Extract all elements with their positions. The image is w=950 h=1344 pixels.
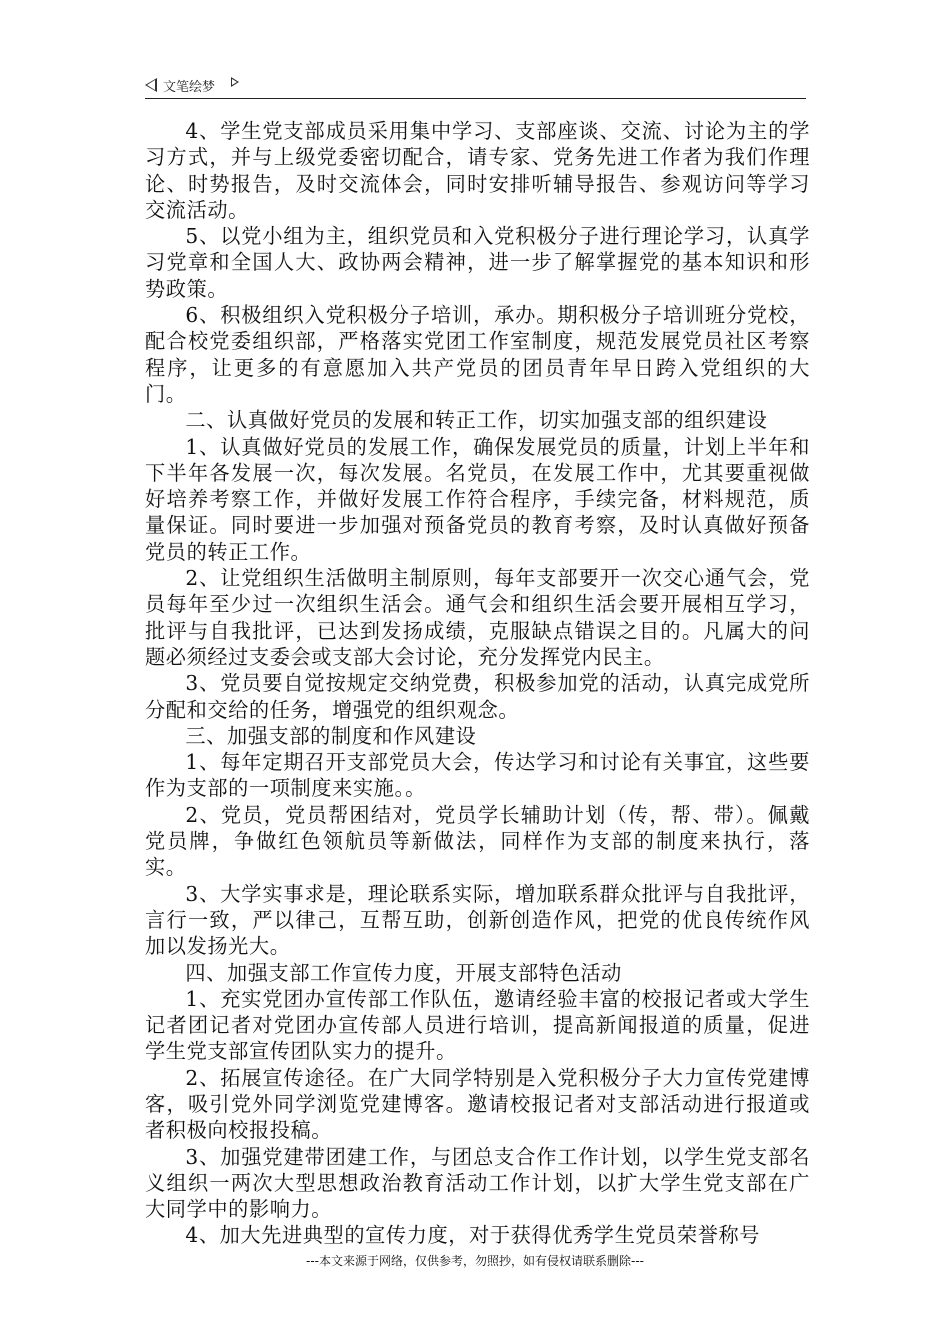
paragraph: 1、充实党团办宣传部工作队伍，邀请经验丰富的校报记者或大学生记者团记者对党团办宣传部人员进行培训，提高新闻报道的质量，促进学生党支部宣传团队实力的提升。 — [145, 986, 810, 1064]
paragraph: 1、每年定期召开支部党员大会，传达学习和讨论有关事宜，这些要作为支部的一项制度来实施。。 — [145, 750, 810, 801]
brand-name: 文笔绘梦 — [163, 80, 216, 95]
paragraph: 3、加强党建带团建工作，与团总支合作工作计划，以学生党支部名义组织一两次大型思想政治教育活动工作计划，以扩大学生党支部在广大同学中的影响力。 — [145, 1144, 810, 1222]
paragraph: 4、加大先进典型的宣传力度，对于获得优秀学生党员荣誉称号 — [185, 1223, 761, 1248]
paragraph: 2、让党组织生活做明主制原则，每年支部要开一次交心通气会，党员每年至少过一次组织生活会。通气会和组织生活会要开展相互学习，批评与自我批评，已达到发扬成绩，克服缺点错误之目的。凡属大的问题必须经过支委会或支部大会讨论，充分发挥党内民主。 — [145, 566, 810, 669]
section-heading: 四、加强支部工作宣传力度，开展支部特色活动 — [185, 960, 622, 985]
page-footer-disclaimer: ---本文来源于网络，仅供参考，勿照抄，如有侵权请联系删除--- — [306, 1254, 644, 1268]
triangle-left-icon — [145, 78, 157, 92]
paragraph: 2、党员，党员帮困结对，党员学长辅助计划（传，帮、带）。佩戴党员牌，争做红色领航员等新做法，同样作为支部的制度来执行，落实。 — [145, 802, 810, 880]
paragraph: 3、大学实事求是，理论联系实际，增加联系群众批评与自我批评，言行一致，严以律己，互帮互助，创新创造作风，把党的优良传统作风加以发扬光大。 — [145, 881, 810, 959]
paragraph: 2、拓展宣传途径。在广大同学特别是入党积极分子大力宣传党建博客，吸引党外同学浏览党建博客。邀请校报记者对支部活动进行报道或者积极向校报投稿。 — [145, 1065, 810, 1143]
paragraph: 4、学生党支部成员采用集中学习、支部座谈、交流、讨论为主的学习方式，并与上级党委密切配合，请专家、党务先进工作者为我们作理论、时势报告，及时交流体会，同时安排听辅导报告、参观访问等学习交流活动。 — [145, 119, 810, 222]
triangle-right-icon — [231, 77, 239, 87]
paragraph: 5、以党小组为主，组织党员和入党积极分子进行理论学习，认真学习党章和全国人大、政协两会精神，进一步了解掌握党的基本知识和形势政策。 — [145, 224, 810, 301]
paragraph: 1、认真做好党员的发展工作，确保发展党员的质量，计划上半年和下半年各发展一次，每次发展。名党员，在发展工作中，尤其要重视做好培养考察工作，并做好发展工作符合程序，手续完备，材料规范，质量保证。同时要进一步加强对预备党员的教育考察，及时认真做好预备党员的转正工作。 — [145, 434, 810, 564]
page-header — [145, 70, 806, 99]
section-heading: 三、加强支部的制度和作风建设 — [185, 723, 477, 748]
paragraph: 6、积极组织入党积极分子培训，承办。期积极分子培训班分党校，配合校党委组织部，严格落实党团工作室制度，规范发展党员社区考察程序，让更多的有意愿加入共产党员的团员青年早日跨入党组织的大门。 — [145, 303, 810, 406]
document-body — [145, 118, 810, 1249]
paragraph: 3、党员要自觉按规定交纳党费，积极参加党的活动，认真完成党所分配和交给的任务，增强党的组织观念。 — [145, 671, 810, 722]
section-heading: 二、认真做好党员的发展和转正工作，切实加强支部的组织建设 — [185, 408, 768, 433]
